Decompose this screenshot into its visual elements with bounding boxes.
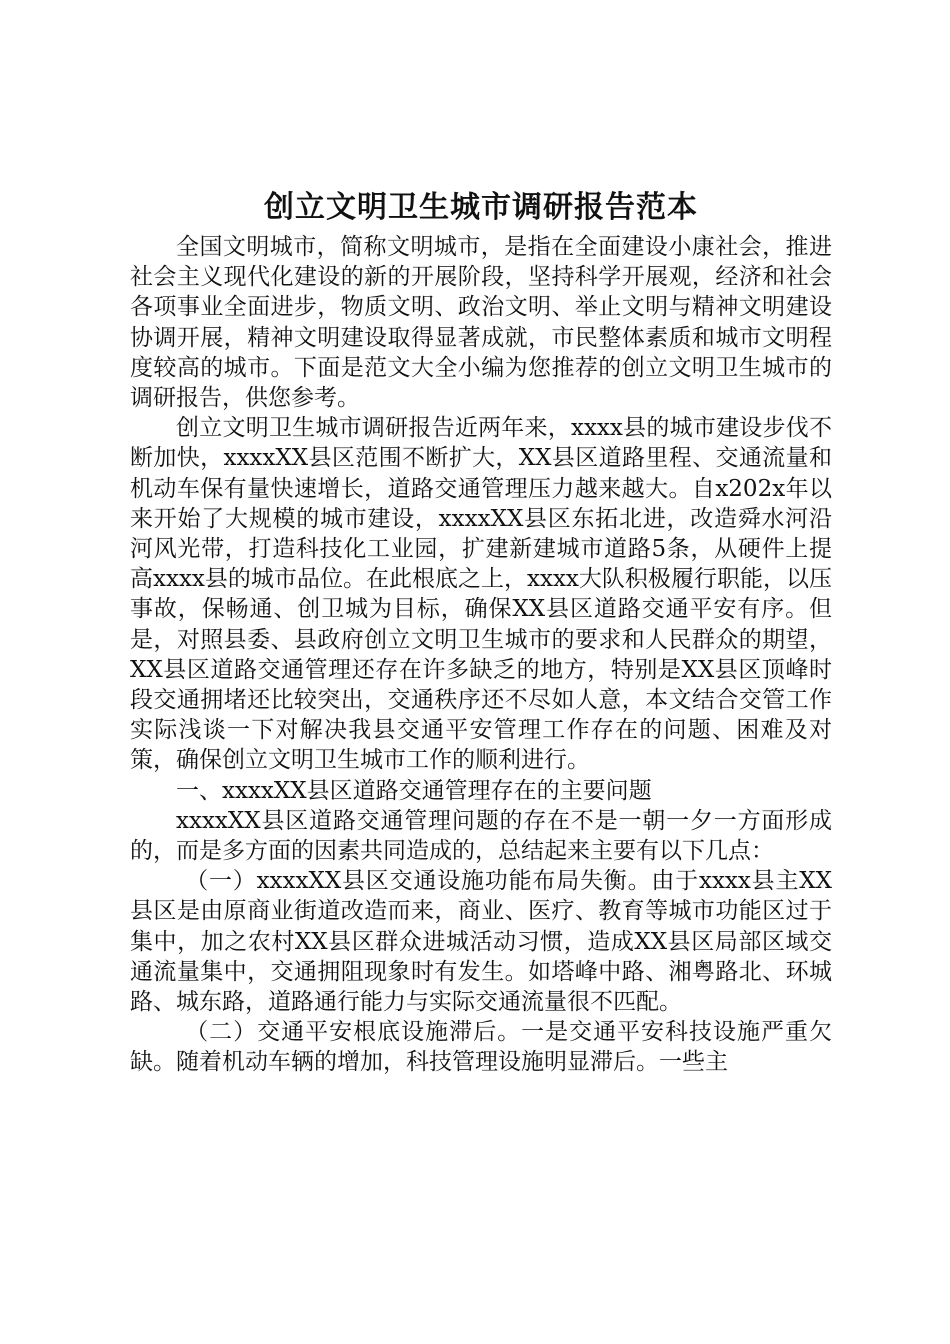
paragraph-problem-2: （二）交通平安根底设施滞后。一是交通平安科技设施严重欠缺。随着机动车辆的增加，科技管理设施明显滞后。一些主 bbox=[130, 1019, 832, 1076]
document-title: 创立文明卫生城市调研报告范本 bbox=[264, 190, 698, 225]
paragraph-problem-1: （一）xxxxXX县区交通设施功能布局失衡。由于xxxx县主XX县区是由原商业街道改造而来，商业、医疗、教育等城市功能区过于集中，加之农村XX县区群众进城活动习惯，造成XX县区局部区域交通流量集中，交通拥阻现象时有发生。如塔峰中路、湘粤路北、环城路、城东路，道路通行能力与实际交通流量很不匹配。 bbox=[130, 868, 832, 1016]
section-heading-1: 一、xxxxXX县区道路交通管理存在的主要问题 bbox=[176, 777, 652, 804]
paragraph-background: 创立文明卫生城市调研报告近两年来，xxxx县的城市建设步伐不断加快，xxxxXX县区范围不断扩大，XX县区道路里程、交通流量和机动车保有量快速增长，道路交通管理压力越来越大。自x202x年以来开始了大规模的城市建设，xxxxXX县区东拓北进，改造舜水河沿河风光带，打造科技化工业园，扩建新建城市道路5条，从硬件上提高xxxx县的城市品位。在此根底之上，xxxx大队积极履行职能，以压事故，保畅通、创卫城为目标，确保XX县区道路交通平安有序。但是，对照县委、县政府创立文明卫生城市的要求和人民群众的期望，XX县区道路交通管理还存在许多缺乏的地方，特别是XX县区顶峰时段交通拥堵还比较突出，交通秩序还不尽如人意，本文结合交管工作实际浅谈一下对解决我县交通平安管理工作存在的问题、困难及对策，确保创立文明卫生城市工作的顺利进行。 bbox=[130, 415, 832, 774]
paragraph-intro: 全国文明城市，简称文明城市，是指在全面建设小康社会，推进社会主义现代化建设的新的开展阶段，坚持科学开展观，经济和社会各项事业全面进步，物质文明、政治文明、举止文明与精神文明建设协调开展，精神文明建设取得显著成就，市民整体素质和城市文明程度较高的城市。下面是范文大全小编为您推荐的创立文明卫生城市的调研报告，供您参考。 bbox=[130, 234, 832, 412]
paragraph-problems-summary: xxxxXX县区道路交通管理问题的存在不是一朝一夕一方面形成的，而是多方面的因素共同造成的，总结起来主要有以下几点： bbox=[130, 807, 832, 865]
document-page bbox=[130, 186, 832, 1078]
